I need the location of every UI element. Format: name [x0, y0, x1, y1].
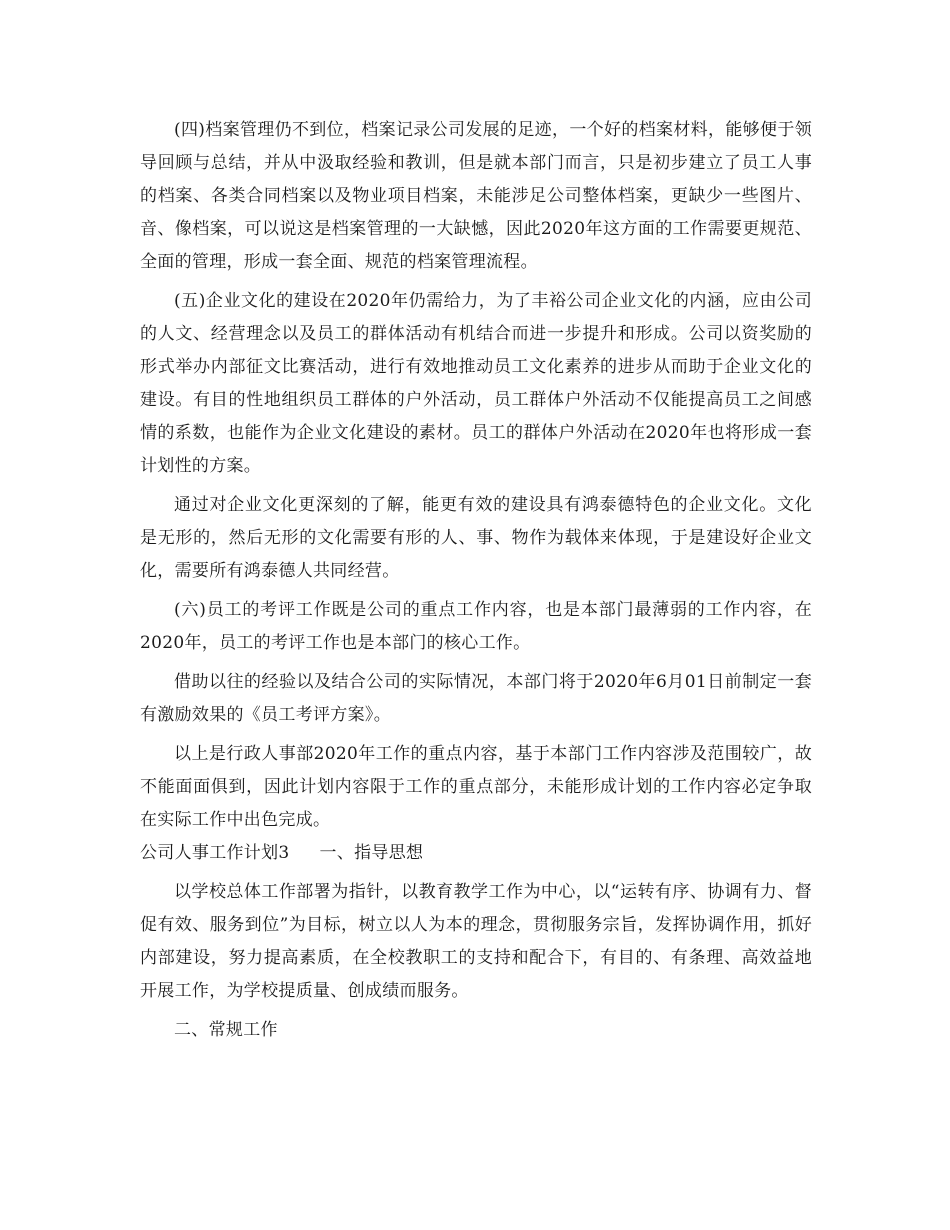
paragraph-employee-evaluation: (六)员工的考评工作既是公司的重点工作内容，也是本部门最薄弱的工作内容，在2020年，员工的考评工作也是本部门的核心工作。 — [140, 600, 812, 653]
document-body — [140, 114, 812, 1047]
paragraph-archive-management: (四)档案管理仍不到位，档案记录公司发展的足迹，一个好的档案材料，能够便于领导回顾与总结，并从中汲取经验和教训，但是就本部门而言，只是初步建立了员工人事的档案、各类合同档案以及物业项目档案，未能涉足公司整体档案，更缺少一些图片、音、像档案，可以说这是档案管理的一大缺憾，因此2020年这方面的工作需要更规范、全面的管理，形成一套全面、规范的档案管理流程。 — [140, 120, 812, 272]
section-heading — [140, 837, 812, 870]
next-section-heading: 二、常规工作 — [174, 1020, 278, 1040]
paragraph-corporate-culture: (五)企业文化的建设在2020年仍需给力，为了丰裕公司企业文化的内涵，应由公司的人文、经营理念以及员工的群体活动有机结合而进一步提升和形成。公司以资奖励的形式举办内部征文比赛活动，进行有效地推动员工文化素养的进步从而助于企业文化的建设。有目的性地组织员工群体的户外活动，员工群体户外活动不仅能提高员工之间感情的系数，也能作为企业文化建设的素材。员工的群体户外活动在2020年也将形成一套计划性的方案。 — [140, 291, 812, 476]
paragraph-evaluation-plan: 借助以往的经验以及结合公司的实际情况，本部门将于2020年6月01日前制定一套有激励效果的《员工考评方案》。 — [140, 672, 812, 725]
section-subtitle: 一、指导思想 — [319, 843, 424, 863]
section-title: 公司人事工作计划3 — [140, 843, 290, 863]
paragraph-culture-understanding: 通过对企业文化更深刻的了解，能更有效的建设具有鸿泰德特色的企业文化。文化是无形的，然后无形的文化需要有形的人、事、物作为载体来体现，于是建设好企业文化，需要所有鸿泰德人共同经营。 — [140, 495, 812, 581]
paragraph-summary: 以上是行政人事部2020年工作的重点内容，基于本部门工作内容涉及范围较广，故不能面面俱到，因此计划内容限于工作的重点部分，未能形成计划的工作内容必定争取在实际工作中出色完成。 — [140, 744, 812, 830]
paragraph-guidance: 以学校总体工作部署为指针，以教育教学工作为中心，以“运转有序、协调有力、督促有效、服务到位”为目标，树立以人为本的理念，贯彻服务宗旨，发挥协调作用，抓好内部建设，努力提高素质，在全校教职工的支持和配合下，有目的、有条理、高效益地开展工作，为学校提质量、创成绩而服务。 — [140, 882, 812, 1001]
